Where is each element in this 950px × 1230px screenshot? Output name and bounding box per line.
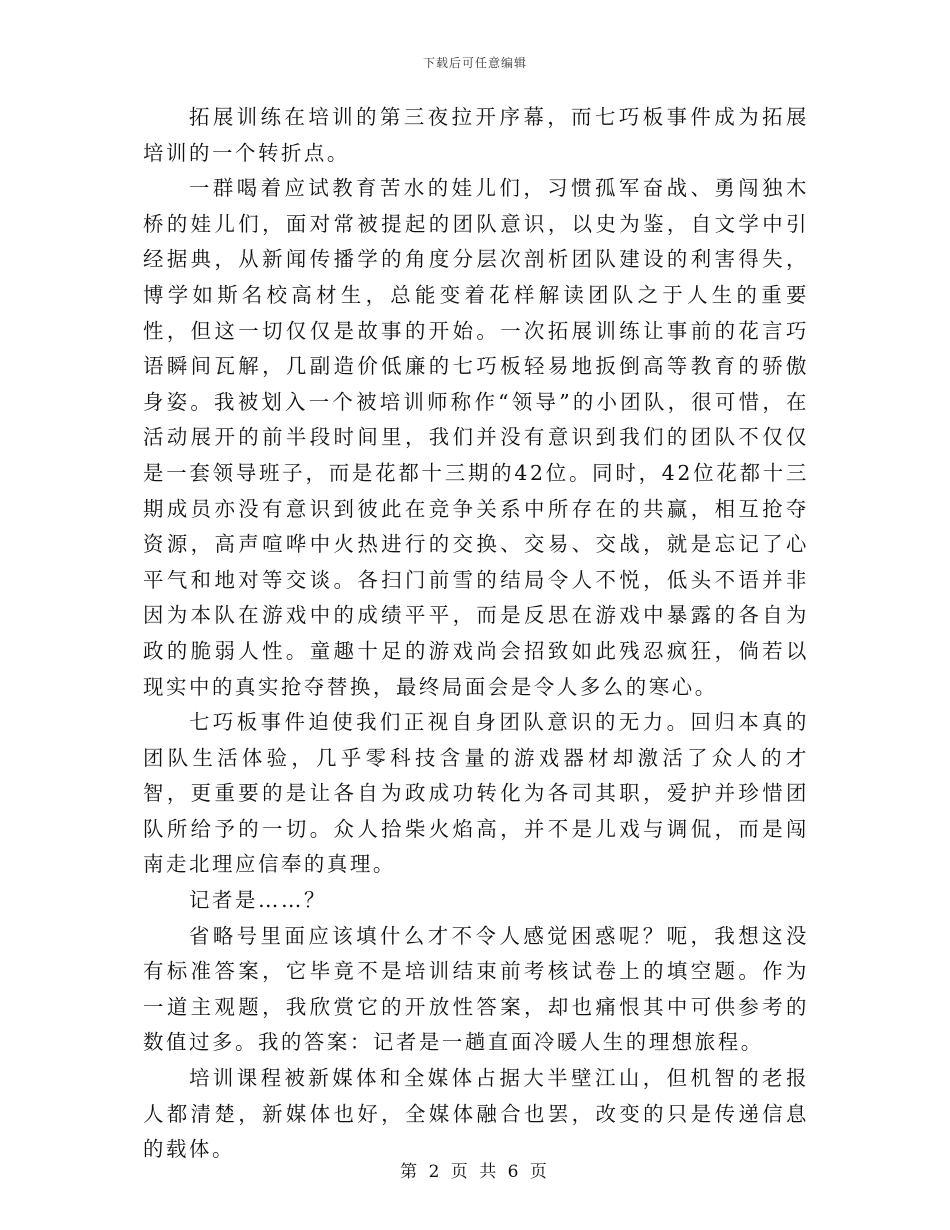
paragraph-5: 省略号里面应该填什么才不令人感觉困惑呢？呃，我想这没有标准答案，它毕竟不是培训结束前考核试卷上的填空题。作为一道主观题，我欣赏它的开放性答案，却也痛恨其中可供参考的数值过多。我的答案：记者是一趟直面冷暖人生的理想旅程。 <box>143 923 809 1055</box>
document-body <box>143 100 809 1168</box>
page-header: 下载后可任意编辑 <box>422 56 527 70</box>
page-number-footer: 第 2 页 共 6 页 <box>400 1162 550 1182</box>
paragraph-3: 七巧板事件迫使我们正视自身团队意识的无力。回归本真的团队生活体验，几乎零科技含量的游戏器材却激活了众人的才智，更重要的是让各自为政成功转化为各司其职，爱护并珍惜团队所给予的一切。众人拾柴火焰高，并不是儿戏与调侃，而是闯南走北理应信奉的真理。 <box>143 710 809 877</box>
paragraph-4: 记者是……？ <box>189 888 327 913</box>
paragraph-1: 拓展训练在培训的第三夜拉开序幕，而七巧板事件成为拓展培训的一个转折点。 <box>143 105 809 165</box>
paragraph-6: 培训课程被新媒体和全媒体占据大半壁江山，但机智的老报人都清楚，新媒体也好，全媒体融合也罢，改变的只是传递信息的载体。 <box>143 1066 809 1162</box>
paragraph-2: 一群喝着应试教育苦水的娃儿们，习惯孤军奋战、勇闯独木桥的娃儿们，面对常被提起的团队意识，以史为鉴，自文学中引经据典，从新闻传播学的角度分层次剖析团队建设的利害得失，博学如斯名校高材生，总能变着花样解读团队之于人生的重要性，但这一切仅仅是故事的开始。一次拓展训练让事前的花言巧语瞬间瓦解，几副造价低廉的七巧板轻易地扳倒高等教育的骄傲身姿。我被划入一个被培训师称作“领导”的小团队，很可惜，在活动展开的前半段时间里，我们并没有意识到我们的团队不仅仅是一套领导班子，而是花都十三期的42位。同时，42位花都十三期成员亦没有意识到彼此在竞争关系中所存在的共赢，相互抢夺资源，高声喧哗中火热进行的交换、交易、交战，就是忘记了心平气和地对等交谈。各扫门前雪的结局令人不悦，低头不语并非因为本队在游戏中的成绩平平，而是反思在游戏中暴露的各自为政的脆弱人性。童趣十足的游戏尚会招致如此残忍疯狂，倘若以现实中的真实抢夺替换，最终局面会是令人多么的寒心。 <box>143 176 809 699</box>
